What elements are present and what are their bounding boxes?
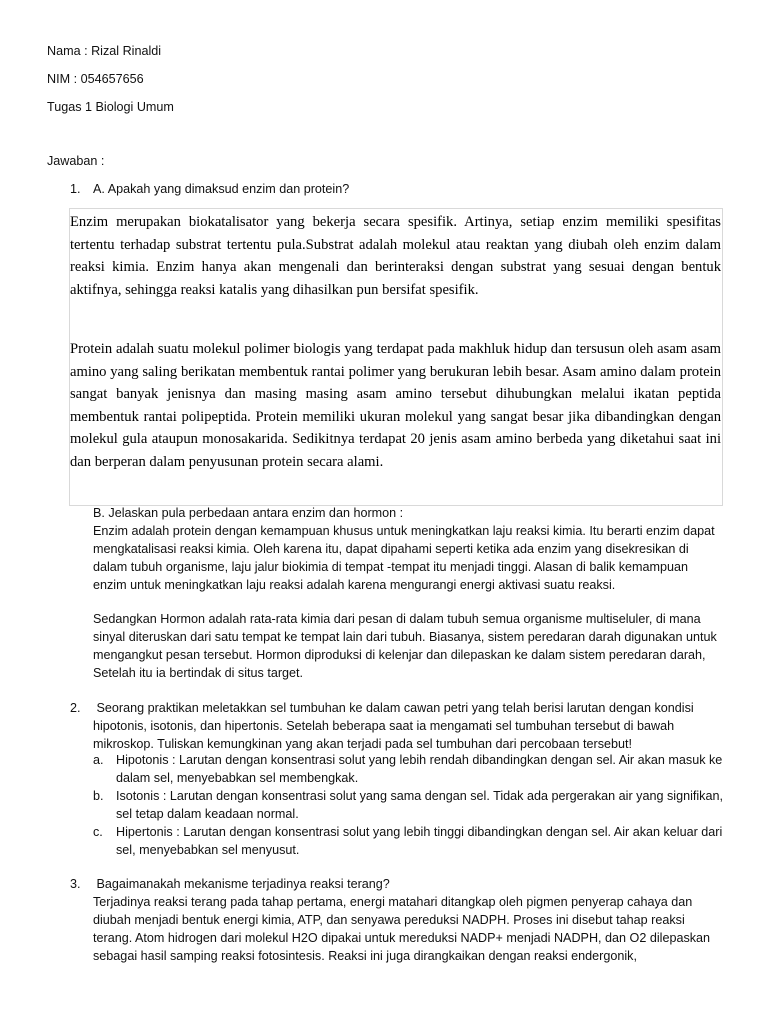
list-item [93,787,723,823]
header-name: Nama : Rizal Rinaldi [47,44,162,58]
q2-question: Seorang praktikan meletakkan sel tumbuhan ke dalam cawan petri yang telah berisi larutan dengan kondisi hipotonis, isotonis, dan hipertonis. Setelah beberapa saat ia mengamati sel tumbuhan tersebut di bawah mikroskop. Tuliskan kemungkinan yang akan terjadi pada sel tumbuhan dari percobaan tersebut! [93,701,698,751]
list-item-text: Isotonis : Larutan dengan konsentrasi solut yang sama dengan sel. Tidak ada pergerakan air yang signifikan, sel tetap dalam keadaan normal. [116,789,723,821]
q3-answer: Terjadinya reaksi terang pada tahap pertama, energi matahari ditangkap oleh pigmen penyerap cahaya dan diubah menjadi bentuk energi kimia, ATP, dan senyawa pereduksi NADPH. Proses ini disebut tahap reaksi terang. Atom hidrogen dari molekul H2O dipakai untuk mereduksi NADP+ menjadi NADPH, dan O2 dilepaskan sebagai hasil samping reaksi fotosintesis. Reaksi ini juga dirangkaikan dengan reaksi endergonik, [93,895,711,963]
list-item [93,751,723,787]
list-item-text: Hipertonis : Larutan dengan konsentrasi solut yang lebih tinggi dibandingkan dengan sel. Air akan keluar dari sel, menyebabkan sel menyusut. [116,825,723,857]
header-nim: NIM : 054657656 [47,72,144,86]
q2-list [93,751,723,859]
list-item [93,823,723,859]
q2-number: 2. [70,701,81,715]
list-marker: c. [93,825,103,839]
hormon-text: Sedangkan Hormon adalah rata-rata kimia dari pesan di dalam tubuh semua organisme multiseluler, di mana sinyal diteruskan dari satu tempat ke tempat lain dari tubuh. Biasanya, sistem peredaran darah digunakan untuk mengangkut pesan tersebut. Hormon diproduksi di kelenjar dan dilepaskan ke dalam sistem peredaran darah, Setelah itu ia bertindak di situs target. [93,612,717,680]
answer-label: Jawaban : [47,154,105,168]
list-item-text: Hipotonis : Larutan dengan konsentrasi solut yang lebih rendah dibandingkan dengan sel. Air akan masuk ke dalam sel, menyebabkan sel membengkak. [116,753,723,785]
protein-paragraph: Protein adalah suatu molekul polimer biologis yang terdapat pada makhluk hidup dan tersusun oleh asam asam amino yang saling berikatan membentuk rantai polimer yang berukuran lebih besar. Asam amino dalam protein sangat banyak jenisnya dan masing masing asam amino tersebut dihubungkan melalui ikatan peptida membentuk rantai polipeptida. Protein memiliki ukuran molekul yang sangat besar jika dibandingkan dengan molekul gula ataupun monosakarida. Sedikitnya terdapat 20 jenis asam amino berbeda yang diketahui saat ini dan berperan dalam penyusunan protein secara alami. [70,341,721,470]
q3-question: Bagaimanakah mekanisme terjadinya reaksi terang? [93,877,390,891]
q1-number: 1. [70,182,81,196]
q1-question-a: A. Apakah yang dimaksud enzim dan protein? [93,182,350,196]
enzim-vs-hormon-text: Enzim adalah protein dengan kemampuan khusus untuk meningkatkan laju reaksi kimia. Itu berarti enzim dapat mengkatalisasi reaksi kimia. Oleh karena itu, dapat dipahami seperti ketika ada enzim yang disekresikan di dalam tubuh organisme, laju jalur biokimia di tempat -tempat itu menjadi tinggi. Alasan di balik kemampuan enzim untuk meningkatkan laju reaksi adalah karena mengurangi energi aktivasi suatu reaksi. [93,524,715,592]
list-marker: b. [93,789,104,803]
list-marker: a. [93,753,104,767]
enzim-paragraph: Enzim merupakan biokatalisator yang bekerja secara spesifik. Artinya, setiap enzim memiliki spesifitas tertentu terhadap substrat tertentu pula.Substrat adalah molekul atau reaktan yang diubah oleh enzim dalam reaksi kimia. Enzim hanya akan mengenali dan berinteraksi dengan substrat yang sesuai dengan bentuk aktifnya, sehingga reaksi katalis yang dihasilkan pun bersifat spesifik. [70,214,721,298]
header-task: Tugas 1 Biologi Umum [47,100,174,114]
q3-number: 3. [70,877,81,891]
q1-question-b: B. Jelaskan pula perbedaan antara enzim dan hormon : [93,506,404,520]
